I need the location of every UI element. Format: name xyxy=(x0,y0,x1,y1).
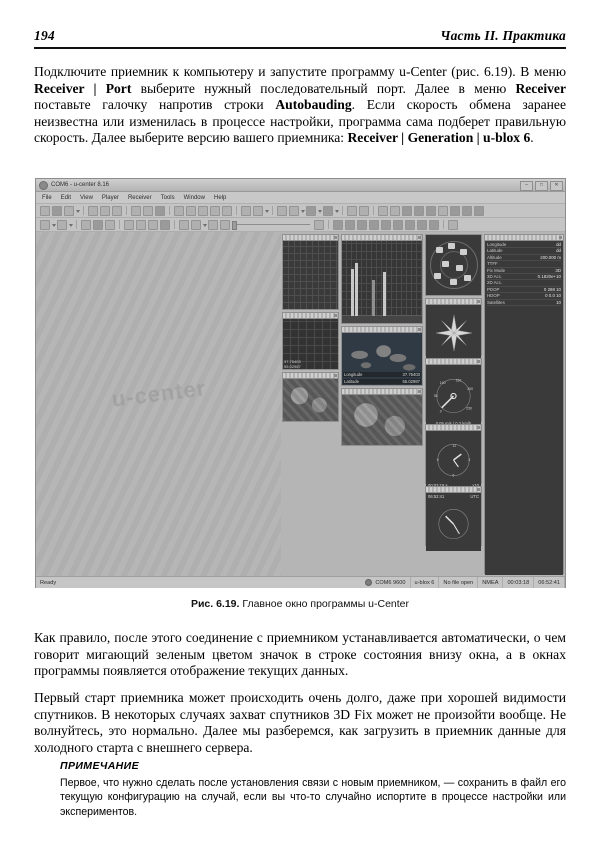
status-port xyxy=(361,577,410,588)
scatter-longitude: 37.75403 xyxy=(284,359,301,364)
compass-body[interactable] xyxy=(426,305,481,361)
app-icon xyxy=(39,181,48,190)
fast-forward-icon[interactable] xyxy=(220,220,230,230)
toolbar-separator xyxy=(373,206,374,215)
data-row-value: 0.1820e+10 xyxy=(537,274,561,280)
clock-local-body[interactable] xyxy=(426,431,481,489)
record-open-icon[interactable] xyxy=(124,220,134,230)
data-row-label: PDOP xyxy=(487,286,500,292)
new-file-icon[interactable] xyxy=(40,206,50,216)
toolbar-separator xyxy=(328,220,329,229)
toolbar-primary xyxy=(36,204,565,218)
record-stop-icon[interactable] xyxy=(136,220,146,230)
compass-rose-icon xyxy=(435,314,473,352)
dock-column-left xyxy=(281,232,340,576)
sat-level-icon[interactable] xyxy=(462,206,472,216)
map-longitude-label: Longitude xyxy=(344,372,363,377)
data-row-value: dd xyxy=(556,242,561,247)
figure-caption xyxy=(34,598,566,610)
map-longitude-row xyxy=(343,372,421,377)
clock-utc-body[interactable] xyxy=(426,493,481,551)
camera-icon[interactable] xyxy=(390,206,400,216)
satellite-marker xyxy=(460,249,467,255)
menu-item-view[interactable]: View xyxy=(80,194,93,201)
binary-console-icon[interactable] xyxy=(222,206,232,216)
menu-item-tools[interactable]: Tools xyxy=(160,194,175,201)
signal-bar xyxy=(355,263,358,316)
messages-view-icon[interactable] xyxy=(186,206,196,216)
svg-text:0: 0 xyxy=(439,409,442,414)
watermark-text: u-center xyxy=(109,374,208,412)
open-folder-icon[interactable] xyxy=(64,206,74,216)
figure-ucenter-screenshot xyxy=(35,178,566,588)
poll-message-icon[interactable] xyxy=(333,220,343,230)
satellite-marker xyxy=(442,261,449,267)
panel-compass[interactable] xyxy=(425,298,482,356)
signal-strength-chart[interactable] xyxy=(342,241,422,323)
data-row-value: 200.000 m xyxy=(540,254,561,260)
data-log-icon[interactable] xyxy=(474,206,484,216)
panel-deviation-grid[interactable] xyxy=(282,234,339,310)
data-row-value: 10 xyxy=(556,299,561,305)
analog-clock-icon xyxy=(426,431,481,489)
status-file: No file open xyxy=(439,577,478,588)
status-protocol: NMEA xyxy=(478,577,503,588)
histogram-icon[interactable] xyxy=(359,206,369,216)
panel-world-map[interactable] xyxy=(341,326,423,386)
close-button[interactable]: ✕ xyxy=(550,181,563,191)
signal-bar xyxy=(383,272,386,316)
record-icon[interactable] xyxy=(160,220,170,230)
antenna-icon[interactable] xyxy=(105,220,115,230)
sky-view-body[interactable] xyxy=(426,235,481,295)
sky-view-icon[interactable] xyxy=(277,206,287,216)
data-row-value: 3D xyxy=(555,267,561,273)
toolbar-separator xyxy=(443,220,444,229)
data-row-label: TTFF xyxy=(487,261,498,267)
menu-item-help[interactable]: Help xyxy=(213,194,227,201)
map-dropdown-icon[interactable] xyxy=(301,207,304,215)
compass-icon[interactable] xyxy=(402,206,412,216)
toolbar-separator xyxy=(119,220,120,229)
toolbar-separator xyxy=(126,206,127,215)
connect-dropdown-icon[interactable] xyxy=(52,221,55,229)
toolbar-separator xyxy=(76,220,77,229)
print-preview-icon[interactable] xyxy=(100,206,110,216)
data-row-label: Altitude xyxy=(487,254,502,260)
send-message-icon[interactable] xyxy=(345,220,355,230)
part-title: Часть II. Практика xyxy=(440,28,566,43)
send-all-icon[interactable] xyxy=(357,220,367,230)
minimize-button[interactable]: – xyxy=(520,181,533,191)
paragraph-first-start: Первый старт приемника может происходить очень долго, даже при хорошей видимости спутников. В некоторых случаях захват спутников 3D Fix может не произойти вообще. Не волнуйтесь, это нормально. Далее мы разберемся, как загрузить в приемник данные для холодного старта с внешнего сервера. xyxy=(34,690,566,755)
menu-path-emphasis: Receiver | Generation | u-blox 6 xyxy=(347,130,531,146)
toolbar-separator xyxy=(169,206,170,215)
satellite-marker xyxy=(436,247,443,253)
workspace xyxy=(36,232,565,576)
save-icon[interactable] xyxy=(52,206,62,216)
chart-view-icon[interactable] xyxy=(253,206,263,216)
config-view-icon[interactable] xyxy=(174,206,184,216)
print-icon[interactable] xyxy=(88,206,98,216)
svg-text:9: 9 xyxy=(436,457,439,462)
menu-item-edit[interactable]: Edit xyxy=(60,194,72,201)
svg-text:250: 250 xyxy=(466,406,473,411)
satellite-marker xyxy=(448,243,455,249)
signal-bar xyxy=(372,280,375,316)
menu-item-receiver[interactable]: Receiver xyxy=(127,194,152,201)
note-body: Первое, что нужно сделать после установления связи с новым приемником, — сохранить в файл его текущую конфигурацию на случай, если вы что-то случайно испортите в процессе настройки или экспериментов. xyxy=(60,777,566,818)
speedometer-icon[interactable] xyxy=(414,206,424,216)
bar-axis-labels xyxy=(342,315,422,323)
mdi-client-area[interactable] xyxy=(36,232,281,576)
svg-text:200: 200 xyxy=(467,387,474,392)
status-port-label: COM6 9600 xyxy=(375,579,406,586)
map-latitude-label: Latitude xyxy=(344,379,359,384)
menu-item-file[interactable]: File xyxy=(42,194,52,201)
data-table-body[interactable] xyxy=(485,241,563,575)
world-map-body[interactable] xyxy=(342,333,422,385)
deviation-grid-body[interactable] xyxy=(283,241,338,309)
map-latitude-row xyxy=(343,379,421,384)
signal-bars-icon[interactable] xyxy=(450,206,460,216)
copy-icon[interactable] xyxy=(131,206,141,216)
clock-utc-time: 06:52:41 xyxy=(428,494,445,499)
deviation-map-icon[interactable] xyxy=(347,206,357,216)
epoch-end-icon[interactable] xyxy=(314,220,324,230)
panel-sky-view[interactable] xyxy=(425,234,482,296)
paragraph-text: . xyxy=(530,130,534,146)
menu-path-emphasis: Receiver xyxy=(515,80,566,96)
table-view-icon[interactable] xyxy=(241,206,251,216)
paragraph-text: поставьте галочку напротив строки xyxy=(34,97,276,113)
gauge-dropdown-icon[interactable] xyxy=(335,207,338,215)
figure-caption-number: Рис. 6.19. xyxy=(190,598,240,610)
paragraph-text: выберите нужный последовательный порт. Далее в меню xyxy=(131,80,516,96)
data-row-label: 2D Acc. xyxy=(487,280,503,286)
docking-window-icon[interactable] xyxy=(306,206,316,216)
data-table-row xyxy=(487,300,561,306)
toolbar-separator xyxy=(83,206,84,215)
satellite-marker xyxy=(464,275,471,281)
play-icon[interactable] xyxy=(179,220,189,230)
svg-text:12: 12 xyxy=(452,444,457,449)
data-row-label: Latitude xyxy=(487,248,503,254)
running-head xyxy=(34,28,566,44)
statistic-view-icon[interactable] xyxy=(378,206,388,216)
satellite-image-body[interactable] xyxy=(342,395,422,445)
chart-dropdown-icon[interactable] xyxy=(265,207,268,215)
clock-utc-label: UTC xyxy=(470,494,479,499)
open-dropdown-icon[interactable] xyxy=(76,207,79,215)
autobauding-icon[interactable] xyxy=(81,220,91,230)
agps-autonomous-icon[interactable] xyxy=(429,220,439,230)
window-title: COM6 - u-center 8.16 xyxy=(51,182,110,188)
baudrate-selector[interactable] xyxy=(57,220,67,230)
toolbar-separator xyxy=(236,206,237,215)
warmstart-icon[interactable] xyxy=(381,220,391,230)
data-row-label: 3D Acc. xyxy=(487,274,503,280)
scatter-latitude: 55.02987 xyxy=(284,364,301,369)
gauge-window-icon[interactable] xyxy=(323,206,333,216)
data-row-value: 0 0.0 10 xyxy=(545,293,561,299)
status-ready: Ready xyxy=(40,579,57,586)
speed-dial-icon xyxy=(426,365,481,427)
panel-data-table[interactable] xyxy=(484,234,564,574)
paragraph-connection: Как правило, после этого соединение с приемником устанавливается автоматически, о чем говорит мигающий зеленым цветом значок в строке состояния внизу окна, а в окнах программы появляется отображение текущих данных. xyxy=(34,630,566,679)
receiver-generation-icon[interactable] xyxy=(93,220,103,230)
satellite-marker xyxy=(450,279,457,285)
app-title-bar xyxy=(36,179,565,192)
menu-path-emphasis: Autobauding xyxy=(275,97,352,113)
toolbar-separator xyxy=(174,220,175,229)
rewind-icon[interactable] xyxy=(208,220,218,230)
data-row-label: Fix Mode xyxy=(487,267,506,273)
svg-text:150: 150 xyxy=(455,378,462,383)
agps-offline-icon[interactable] xyxy=(417,220,427,230)
svg-text:100: 100 xyxy=(439,381,446,386)
playback-slider[interactable] xyxy=(232,220,312,229)
menu-path-emphasis: Receiver | Port xyxy=(34,80,132,96)
maximize-button[interactable]: □ xyxy=(535,181,548,191)
about-icon[interactable] xyxy=(155,206,165,216)
map-latitude-value: 55.02987 xyxy=(402,379,420,384)
data-row-value: dd xyxy=(556,248,561,254)
altimeter-icon[interactable] xyxy=(438,206,448,216)
paste-icon[interactable] xyxy=(143,206,153,216)
data-row-label: Satellites xyxy=(487,299,505,305)
data-row-label: Longitude xyxy=(487,242,507,247)
paragraph-intro xyxy=(34,64,566,147)
header-rule xyxy=(34,47,566,49)
note-box xyxy=(60,760,566,819)
coldstart-icon[interactable] xyxy=(393,220,403,230)
connection-led-icon xyxy=(365,579,372,586)
speed-dropdown-icon[interactable] xyxy=(203,221,206,229)
panel-terrain-photo[interactable] xyxy=(282,372,339,422)
connect-icon[interactable] xyxy=(40,220,50,230)
status-receiver: u-blox 6 xyxy=(411,577,440,588)
status-time: 06:52:41 xyxy=(534,577,565,588)
map-longitude-value: 37.75403 xyxy=(402,372,420,377)
scatter-coords xyxy=(284,359,301,369)
analog-clock-utc-icon xyxy=(426,497,481,555)
docking-dropdown-icon[interactable] xyxy=(318,207,321,215)
toolbar-player xyxy=(36,218,565,232)
menu-item-window[interactable]: Window xyxy=(183,194,205,201)
svg-text:6: 6 xyxy=(452,473,455,478)
baudrate-dropdown-icon[interactable] xyxy=(69,221,72,229)
panel-satellite-image[interactable] xyxy=(341,388,423,446)
page-number: 194 xyxy=(34,28,55,43)
toolbar-separator xyxy=(272,206,273,215)
satellite-marker xyxy=(434,273,441,279)
menu-item-player[interactable]: Player xyxy=(101,194,119,201)
dock-column-data xyxy=(483,232,565,576)
note-title: ПРИМЕЧАНИЕ xyxy=(60,760,140,772)
data-row-label: HDOP xyxy=(487,293,500,299)
paragraph-text: . Если скорость обмена заранее неизвестна или изменилась в процессе настройки, программа сама подберет правильную скорость. Далее выберите версию вашего приемника: xyxy=(34,97,566,146)
packet-console-icon[interactable] xyxy=(198,206,208,216)
record-pause-icon[interactable] xyxy=(148,220,158,230)
clock-icon[interactable] xyxy=(426,206,436,216)
text-console-icon[interactable] xyxy=(210,206,220,216)
svg-text:50: 50 xyxy=(433,393,438,398)
panel-signal-strength[interactable] xyxy=(341,234,423,324)
dock-column-skyview xyxy=(424,232,483,576)
status-elapsed: 00:03:18 xyxy=(503,577,534,588)
figure-caption-text: Главное окно программы u-Center xyxy=(239,598,410,610)
panel-scatter-map[interactable] xyxy=(282,312,339,370)
panel-speedometer[interactable] xyxy=(425,358,482,422)
panel-clock-local[interactable] xyxy=(425,424,482,484)
data-row-value: 0 288 10 xyxy=(543,286,561,292)
hotstart-icon[interactable] xyxy=(369,220,379,230)
status-bar xyxy=(36,576,565,588)
window-controls xyxy=(520,181,563,191)
paragraph-text: Подключите приемник к компьютеру и запустите программу u-Center (рис. 6.19). В меню xyxy=(34,64,566,79)
cut-icon[interactable] xyxy=(112,206,122,216)
menu-bar xyxy=(36,192,565,204)
dock-column-middle xyxy=(340,232,424,576)
map-view-icon[interactable] xyxy=(289,206,299,216)
satellite-marker xyxy=(456,265,463,271)
scatter-map-body[interactable] xyxy=(283,319,338,369)
agps-online-icon[interactable] xyxy=(405,220,415,230)
epoch-counter-icon[interactable] xyxy=(448,220,458,230)
svg-text:3: 3 xyxy=(468,457,471,462)
panel-clock-utc[interactable] xyxy=(425,486,482,546)
toolbar-separator xyxy=(342,206,343,215)
terrain-photo-body[interactable] xyxy=(283,379,338,421)
speedometer-body[interactable] xyxy=(426,365,481,427)
step-forward-icon[interactable] xyxy=(191,220,201,230)
